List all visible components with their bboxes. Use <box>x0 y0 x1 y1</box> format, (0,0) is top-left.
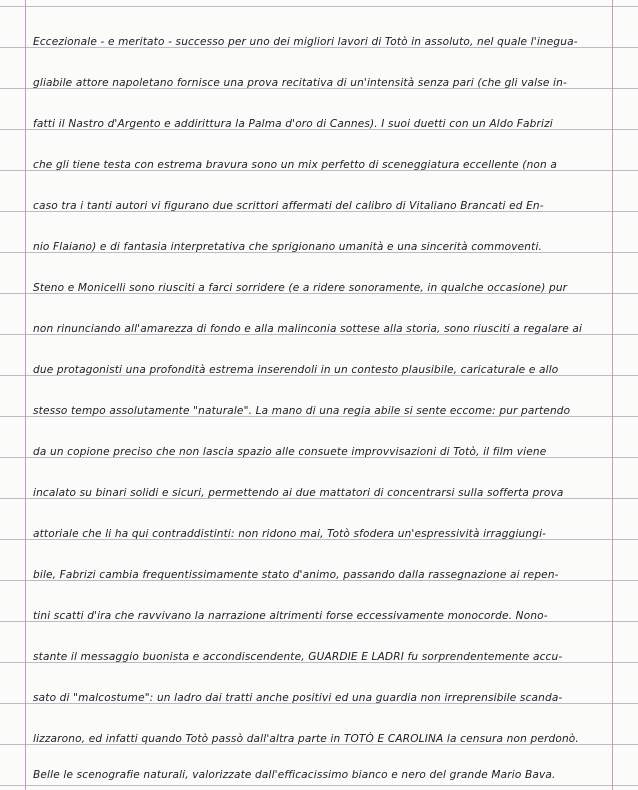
text-line: Eccezionale - e meritato - successo per uno dei migliori lavori di Totò in assoluto, nel quale l'inegua- <box>33 36 578 48</box>
text-line: Steno e Monicelli sono riusciti a farci sorridere (e a ridere sonoramente, in qualche occasione) pur <box>33 282 568 294</box>
text-line: che gli tiene testa con estrema bravura sono un mix perfetto di sceneggiatura eccellente (non a <box>33 159 558 171</box>
text-line: sato di "malcostume": un ladro dai tratti anche positivi ed una guardia non irreprensibile scanda- <box>33 692 563 704</box>
text-line: attoriale che li ha qui contraddistinti: non ridono mai, Totò sfodera un'espressività irraggiungi- <box>33 528 547 540</box>
text-line: incalato su binari solidi e sicuri, permettendo ai due mattatori di concentrarsi sulla sofferta prova <box>33 487 564 499</box>
text-line: Belle le scenografie naturali, valorizzate dall'efficacissimo bianco e nero del grande Mario Bava. <box>33 769 556 781</box>
text-line: stante il messaggio buonista e accondiscendente, GUARDIE E LADRI fu sorprendentemente accu- <box>33 651 563 663</box>
text-line: non rinunciando all'amarezza di fondo e alla malinconia sottese alla storia, sono riusciti a regalare ai <box>33 323 583 335</box>
text-line: caso tra i tanti autori vi figurano due scrittori affermati del calibro di Vitaliano Brancati ed En- <box>33 200 544 212</box>
text-line: bile, Fabrizi cambia frequentissimamente stato d'animo, passando dalla rassegnazione ai repen- <box>33 569 559 581</box>
text-line: nio Flaiano) e di fantasia interpretativa che sprigionano umanità e una sincerità commoventi. <box>33 241 543 253</box>
text-line: gliabile attore napoletano fornisce una prova recitativa di un'intensità senza pari (che gli valse in- <box>33 77 567 89</box>
text-line: fatti il Nastro d'Argento e addirittura la Palma d'oro di Cannes). I suoi duetti con un Aldo Fabrizi <box>33 118 553 130</box>
text-line: stesso tempo assolutamente "naturale". La mano di una regia abile si sente eccome: pur partendo <box>33 405 571 417</box>
text-line: due protagonisti una profondità estrema inserendoli in un contesto plausibile, caricaturale e allo <box>33 364 559 376</box>
text-line: tini scatti d'ira che ravvivano la narrazione altrimenti forse eccessivamente monocorde. Nono- <box>33 610 548 622</box>
text-line: da un copione preciso che non lascia spazio alle consuete improvvisazioni di Totò, il film viene <box>33 446 547 458</box>
text-line: lizzarono, ed infatti quando Totò passò dall'altra parte in TOTÒ E CAROLINA la censura non perdonò. <box>33 733 579 745</box>
